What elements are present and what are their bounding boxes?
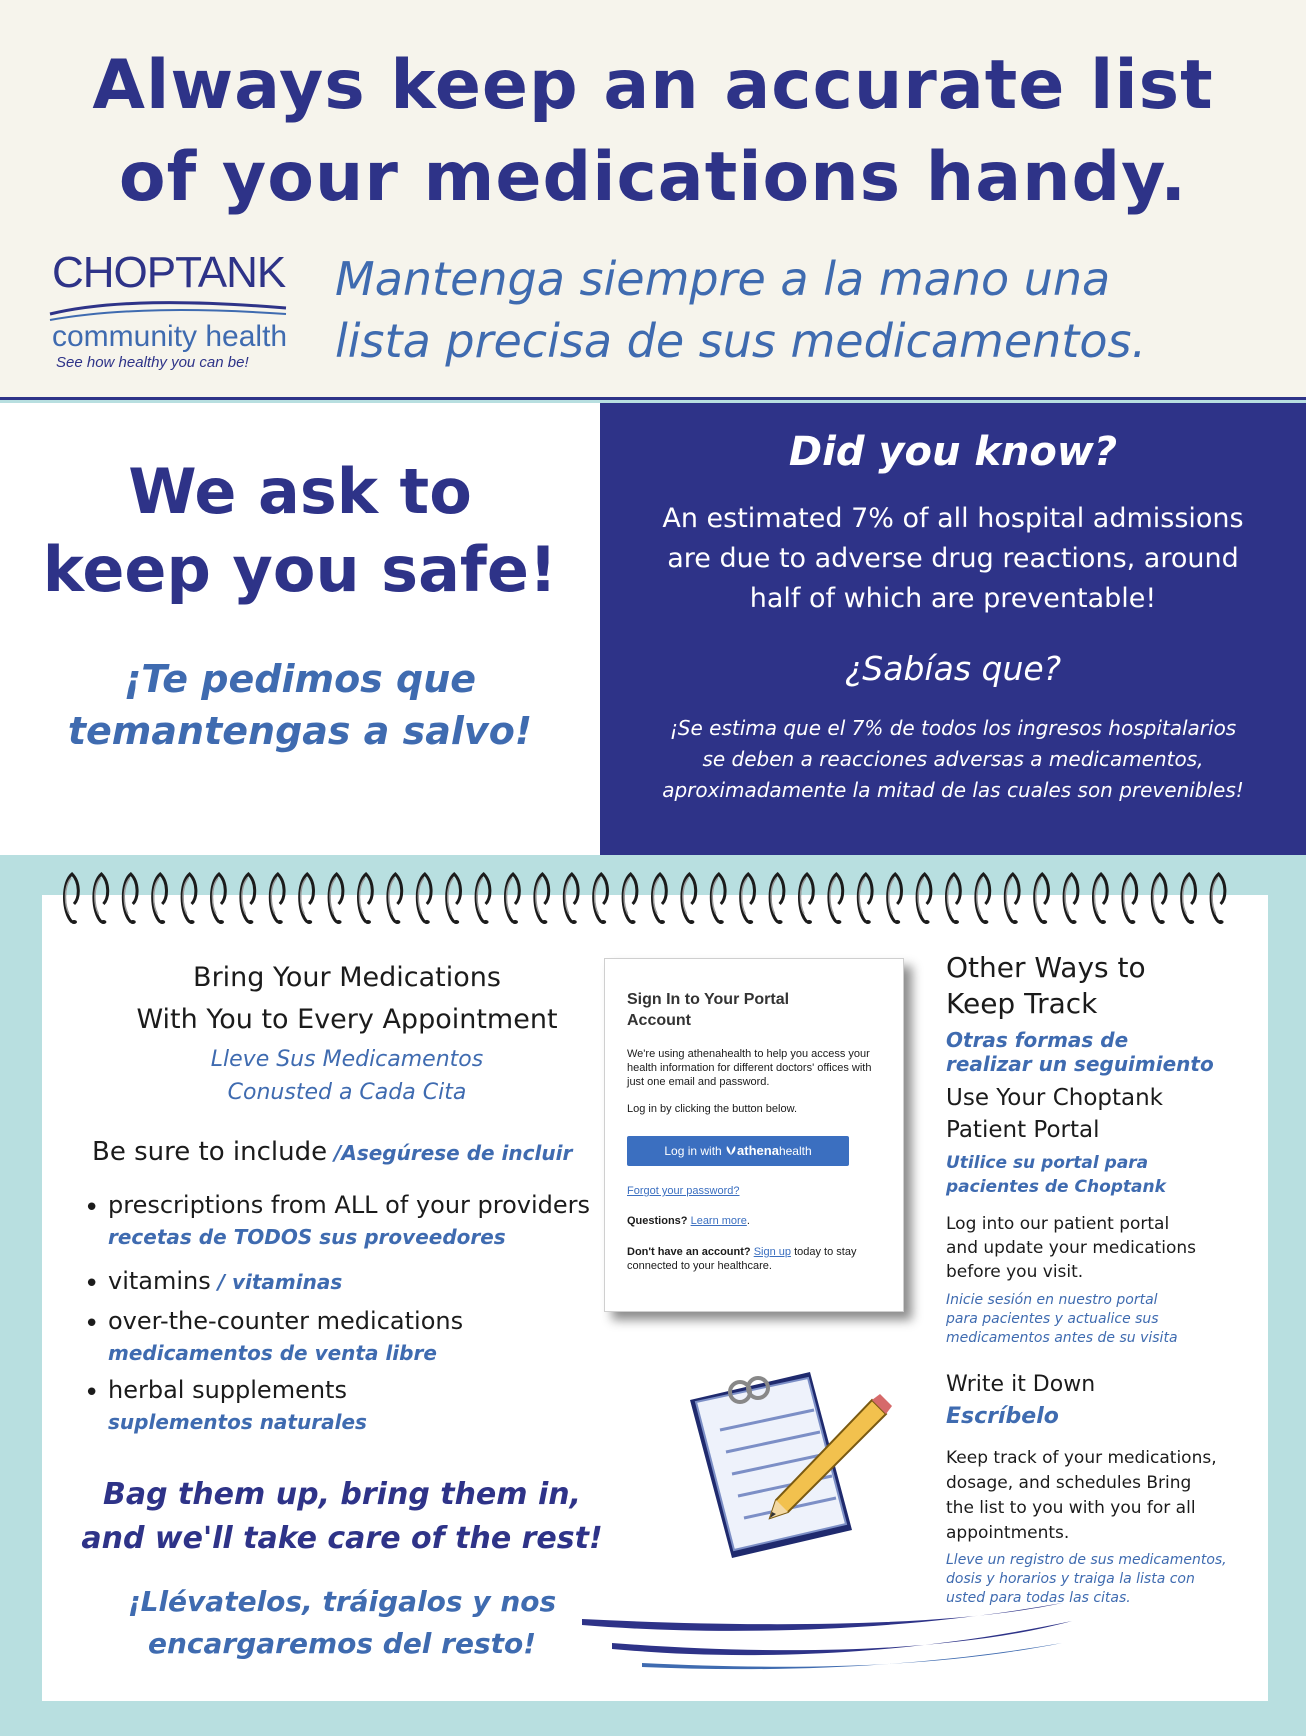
bullet: • (84, 1309, 100, 1339)
include-label: Be sure to include (92, 1137, 328, 1167)
signup-suffix: today to stay connected to your healthcare. (627, 1246, 857, 1272)
no-account-label: Don't have an account? (627, 1246, 751, 1258)
list-item-text-spanish: / vitaminas (210, 1270, 343, 1294)
binding-ring (858, 874, 872, 924)
spiral-binding-icon (42, 868, 1268, 928)
bring-medications-title-spanish (92, 1043, 602, 1109)
binding-ring (564, 874, 578, 924)
binding-ring (829, 874, 843, 924)
portal-h-es-line-2: pacientes de Choptank (946, 1177, 1166, 1197)
portal-signin-card (604, 958, 904, 1312)
portal-card-title (627, 989, 887, 1031)
bag-en-line-2: and we'll take care of the rest! (81, 1521, 603, 1556)
binding-ring (682, 874, 696, 924)
portal-p-line-3: before you visit. (946, 1262, 1084, 1282)
binding-ring (65, 874, 79, 924)
binding-ring (1182, 874, 1196, 924)
list-item-text-spanish: recetas de TODOS sus proveedores (108, 1225, 506, 1249)
binding-ring (1123, 874, 1137, 924)
bring-title-es-line-2: Conusted a Cada Cita (227, 1080, 467, 1105)
bring-medications-title (92, 957, 602, 1041)
notebook-page (42, 895, 1268, 1701)
dyk-body-line-3: half of which are preventable! (749, 583, 1157, 614)
headline-spanish (335, 248, 1285, 372)
list-item-label: vitamins (108, 1267, 211, 1295)
binding-ring (976, 874, 990, 924)
header-banner (0, 0, 1306, 400)
other-title-line-1: Other Ways to (946, 951, 1146, 984)
login-button-brand: athena (737, 1143, 779, 1158)
sign-up-link[interactable]: Sign up (753, 1246, 792, 1258)
portal-h-line-2: Patient Portal (946, 1117, 1100, 1143)
portal-title-line-2: Account (627, 1012, 691, 1029)
binding-ring (1211, 874, 1225, 924)
logo-tagline: See how healthy you can be! (56, 354, 249, 371)
binding-ring (417, 874, 431, 924)
logo-subtitle: community health (52, 320, 288, 353)
binding-ring (506, 874, 520, 924)
binding-ring (123, 874, 137, 924)
binding-ring (888, 874, 902, 924)
athenahealth-login-button[interactable] (627, 1136, 849, 1166)
portal-login-hint: Log in by clicking the button below. (627, 1103, 798, 1115)
did-you-know-body (640, 499, 1266, 619)
list-item-text: herbal supplements (108, 1376, 347, 1404)
other-ways-title (946, 950, 1246, 1022)
athena-leaf-icon (725, 1145, 737, 1156)
safe-title (20, 453, 580, 609)
wave-swoosh-icon (582, 1595, 1142, 1675)
safe-title-es-line-1: ¡Te pedimos que (123, 657, 477, 701)
login-button-brand-suffix: health (778, 1144, 812, 1158)
list-item-text: prescriptions from ALL of your providers (108, 1191, 591, 1219)
write-p-line-4: appointments. (946, 1523, 1070, 1543)
write-p-line-2: dosage, and schedules Bring (946, 1473, 1192, 1493)
dyk-body-es-line-1: ¡Se estima que el 7% de todos los ingresos hospitalarios (669, 716, 1237, 740)
include-heading (92, 1137, 612, 1167)
binding-ring (182, 874, 196, 924)
write-p-es-line-1: Lleve un registro de sus medicamentos, (946, 1552, 1227, 1568)
portal-h-es-line-1: Utilice su portal para (946, 1153, 1149, 1173)
choptank-logo (48, 248, 298, 378)
binding-ring (535, 874, 549, 924)
safe-panel (0, 403, 600, 855)
portal-p-es-line-2: para pacientes y actualice sus (946, 1311, 1159, 1327)
bullet: • (84, 1378, 100, 1408)
patient-portal-text-spanish (946, 1291, 1246, 1348)
safe-title-es-line-2: temantengas a salvo! (67, 709, 533, 753)
bag-en-line-1: Bag them up, bring them in, (102, 1477, 582, 1512)
portal-p-es-line-3: medicamentos antes de su visita (946, 1330, 1178, 1346)
bullet: • (84, 1193, 100, 1223)
write-it-down-heading-spanish: Escríbelo (946, 1404, 1059, 1429)
binding-ring (1005, 874, 1019, 924)
write-it-down-heading: Write it Down (946, 1372, 1096, 1397)
headline-es-line-2: lista precisa de sus medicamentos. (335, 314, 1147, 368)
patient-portal-heading (946, 1082, 1246, 1146)
binding-ring (711, 874, 725, 924)
patient-portal-text (946, 1212, 1246, 1284)
learn-more-link[interactable]: Learn more (690, 1215, 747, 1227)
headline-line-2: of your medications handy. (118, 138, 1188, 217)
list-item-text: over-the-counter medications (108, 1307, 464, 1335)
questions-suffix: . (746, 1215, 750, 1227)
bring-title-line-1: Bring Your Medications (193, 962, 501, 993)
binding-ring (476, 874, 490, 924)
binding-ring (800, 874, 814, 924)
portal-p-es-line-1: Inicie sesión en nuestro portal (946, 1292, 1158, 1308)
binding-ring (653, 874, 667, 924)
portal-h-line-1: Use Your Choptank (946, 1085, 1164, 1111)
binding-ring (153, 874, 167, 924)
headline-line-1: Always keep an accurate list (92, 46, 1214, 125)
write-p-es-line-2: dosis y horarios y traiga la lista con (946, 1571, 1195, 1587)
list-item-text-spanish: suplementos naturales (108, 1410, 367, 1434)
bag-es-line-1: ¡Llévatelos, tráigalos y nos (127, 1585, 557, 1618)
portal-p-line-2: and update your medications (946, 1238, 1197, 1258)
binding-ring (388, 874, 402, 924)
headline (40, 40, 1266, 224)
binding-ring (241, 874, 255, 924)
dyk-body-es-line-2: se deben a reacciones adversas a medicamentos, (702, 747, 1204, 771)
binding-ring (94, 874, 108, 924)
bring-title-line-2: With You to Every Appointment (136, 1004, 558, 1035)
bullet: • (84, 1269, 100, 1299)
portal-card-description: We're using athenahealth to help you access your health information for different doctors' offices with just one email and password. (627, 1048, 872, 1088)
portal-questions (627, 1215, 750, 1227)
binding-ring (1152, 874, 1166, 924)
write-p-line-1: Keep track of your medications, (946, 1448, 1217, 1468)
safe-title-spanish (20, 653, 580, 757)
list-item-text (108, 1267, 342, 1295)
binding-ring (447, 874, 461, 924)
include-label-spanish: /Asegúrese de incluir (327, 1141, 573, 1165)
dyk-body-line-1: An estimated 7% of all hospital admissions (662, 503, 1244, 534)
did-you-know-panel (600, 403, 1306, 855)
bring-title-es-line-1: Lleve Sus Medicamentos (210, 1047, 484, 1072)
binding-ring (329, 874, 343, 924)
binding-ring (1064, 874, 1078, 924)
portal-p-line-1: Log into our patient portal (946, 1214, 1170, 1234)
other-title-es-line-1: Otras formas de (946, 1028, 1129, 1052)
binding-ring (770, 874, 784, 924)
bag-es-line-2: encargaremos del resto! (147, 1627, 537, 1660)
other-title-es-line-2: realizar un seguimiento (946, 1052, 1214, 1076)
bag-them-up-callout-spanish (62, 1581, 622, 1665)
safe-title-line-2: keep you safe! (42, 533, 558, 606)
list-item-text-spanish: medicamentos de venta libre (108, 1341, 437, 1365)
did-you-know-title: Did you know? (788, 429, 1118, 475)
write-p-es-line-3: usted para todas las citas. (946, 1590, 1131, 1606)
headline-es-line-1: Mantenga siempre a la mano una (335, 252, 1111, 306)
portal-signup-text (627, 1245, 889, 1273)
binding-ring (1094, 874, 1108, 924)
dyk-body-line-2: are due to adverse drug reactions, around (667, 543, 1239, 574)
logo-swoosh-icon (48, 298, 288, 322)
binding-ring (300, 874, 314, 924)
patient-portal-heading-spanish (946, 1151, 1246, 1199)
dyk-body-es-line-3: aproximadamente la mitad de las cuales son prevenibles! (662, 778, 1244, 802)
binding-ring (1035, 874, 1049, 924)
safe-title-line-1: We ask to (128, 455, 472, 528)
questions-label: Questions? (627, 1215, 688, 1227)
binding-ring (594, 874, 608, 924)
bag-them-up-callout (62, 1473, 622, 1561)
binding-ring (623, 874, 637, 924)
login-button-prefix: Log in with (664, 1144, 726, 1158)
binding-ring (359, 874, 373, 924)
notepad-pencil-icon (660, 1360, 900, 1570)
binding-ring (741, 874, 755, 924)
did-you-know-body-spanish (630, 713, 1276, 806)
other-ways-title-spanish (946, 1028, 1246, 1076)
did-you-know-title-spanish: ¿Sabías que? (844, 649, 1062, 688)
logo-name: CHOPTANK (52, 248, 286, 297)
other-title-line-2: Keep Track (946, 987, 1098, 1020)
forgot-password-link[interactable]: Forgot your password? (627, 1185, 740, 1197)
binding-ring (917, 874, 931, 924)
binding-ring (270, 874, 284, 924)
binding-ring (212, 874, 226, 924)
binding-ring (947, 874, 961, 924)
portal-title-line-1: Sign In to Your Portal (627, 991, 790, 1008)
write-it-down-text (946, 1446, 1246, 1546)
write-p-line-3: the list to you with you for all (946, 1498, 1196, 1518)
